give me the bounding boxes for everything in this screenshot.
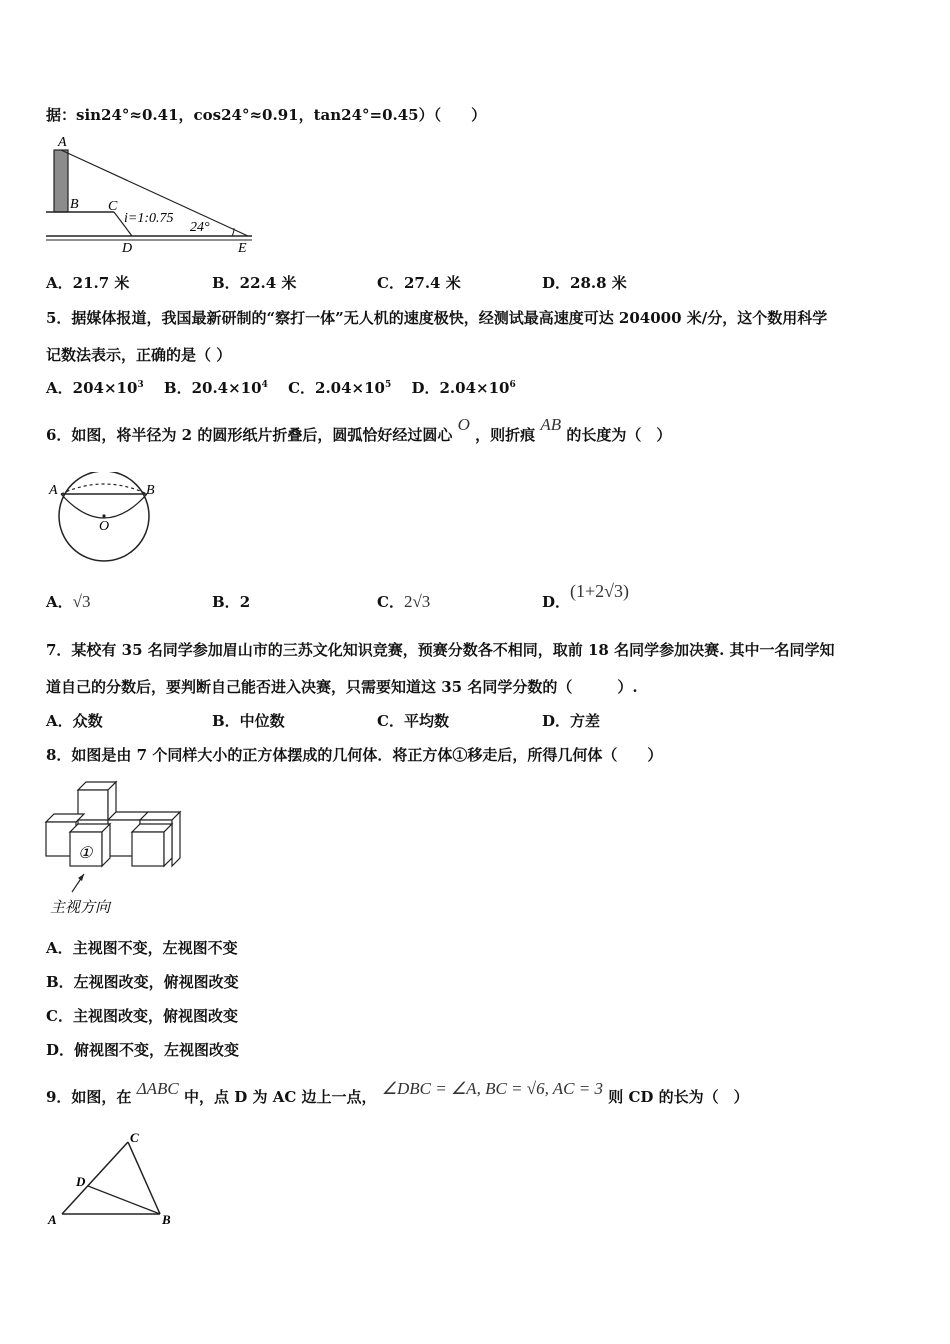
q4-angle-label: 24°	[190, 220, 210, 235]
q4-label-b: B	[70, 197, 79, 212]
q9-label-a: A	[48, 1212, 57, 1227]
q6-label-a: A	[49, 483, 58, 498]
q8-figure	[42, 780, 192, 920]
q5-option-a: A．204×10	[46, 379, 138, 397]
q7-stem-line1: 7．某校有 35 名同学参加眉山市的三苏文化知识竞赛，预赛分数各不相同，取前 18 名同学参加决赛. 其中一名同学知	[46, 641, 835, 659]
q4-label-a: A	[58, 135, 67, 150]
q7-option-d: D．方差	[542, 712, 601, 730]
q4-option-a: A．21.7 米	[46, 274, 130, 292]
q9-figure	[44, 1128, 194, 1238]
q6-figure	[44, 472, 164, 562]
q8-stem: 8．如图是由 7 个同样大小的正方体摆成的几何体．将正方体①移走后，所得几何体（ ）	[46, 746, 663, 764]
q5-options: A．$204\times 10^3$ B．$20.4\times 10^4$ C．$2.04\times 10^5$ D．$2.04\times 10^6$	[46, 379, 516, 397]
q9-stem: 9．如图，在 ΔABC 中，点 D 为 AC 边上一点， ∠DBC = ∠A, BC = √6, AC = 3 则 CD 的长为（ ）	[46, 1079, 749, 1106]
q4-label-e: E	[238, 241, 247, 252]
q4-label-d: D	[122, 241, 133, 252]
q6-label-o: O	[99, 519, 110, 534]
q8-option-b: B．左视图改变，俯视图改变	[46, 973, 239, 991]
q5-option-c: C．2.04×10	[288, 379, 385, 397]
q4-slope-label: i=1:0.75	[124, 211, 174, 226]
q6-center-o: O	[457, 415, 470, 434]
q9-label-c: C	[130, 1130, 139, 1145]
q6-option-b: B．2	[212, 593, 251, 611]
q9-condition: ∠DBC = ∠A, BC = √6, AC = 3	[381, 1079, 603, 1098]
q9-label-b: B	[162, 1212, 171, 1227]
q6-option-c: C．2√3	[377, 592, 431, 611]
q5-option-b: B．20.4×10	[163, 379, 262, 397]
q4-label-c: C	[108, 199, 118, 214]
q4-stem-tail: 据：sin24°≈0.41，cos24°≈0.91，tan24°=0.45）（ ）	[46, 106, 487, 124]
q4-option-d: D．28.8 米	[542, 274, 627, 292]
q8-option-c: C．主视图改变，俯视图改变	[46, 1007, 238, 1025]
q4-figure	[42, 132, 257, 252]
q8-option-d: D．俯视图不变，左视图改变	[46, 1041, 240, 1059]
q6-label-b: B	[146, 483, 155, 498]
q5-stem-line1: 5．据媒体报道，我国最新研制的“察打一体”无人机的速度极快，经测试最高速度可达 204000 米/分，这个数用科学	[46, 309, 828, 327]
q8-direction-label: 主视方向	[50, 900, 111, 916]
q6-chord-ab: AB	[540, 415, 562, 434]
q4-option-b: B．22.4 米	[212, 274, 297, 292]
q6-stem: 6．如图，将半径为 2 的圆形纸片折叠后，圆弧恰好经过圆心 O ，则折痕 AB 的长度为（ ）	[46, 415, 672, 444]
q6-option-a: A．√3	[46, 592, 91, 611]
q7-option-a: A．众数	[46, 712, 103, 730]
q7-option-b: B．中位数	[212, 712, 285, 730]
q6-option-d: D．(1+2√3)	[542, 581, 630, 611]
q7-option-c: C．平均数	[377, 712, 449, 730]
q5-option-d: D．2.04×10	[411, 379, 510, 397]
q5-stem-line2: 记数法表示，正确的是（ ）	[46, 346, 232, 364]
q4-option-c: C．27.4 米	[377, 274, 461, 292]
q9-label-d: D	[76, 1174, 86, 1189]
q7-stem-line2: 道自己的分数后，要判断自己能否进入决赛，只需要知道这 35 名同学分数的（ ）.	[46, 678, 638, 696]
q9-triangle: ΔABC	[136, 1079, 179, 1098]
q8-cube-one-label: ①	[78, 845, 93, 862]
q8-option-a: A．主视图不变，左视图不变	[46, 939, 238, 957]
